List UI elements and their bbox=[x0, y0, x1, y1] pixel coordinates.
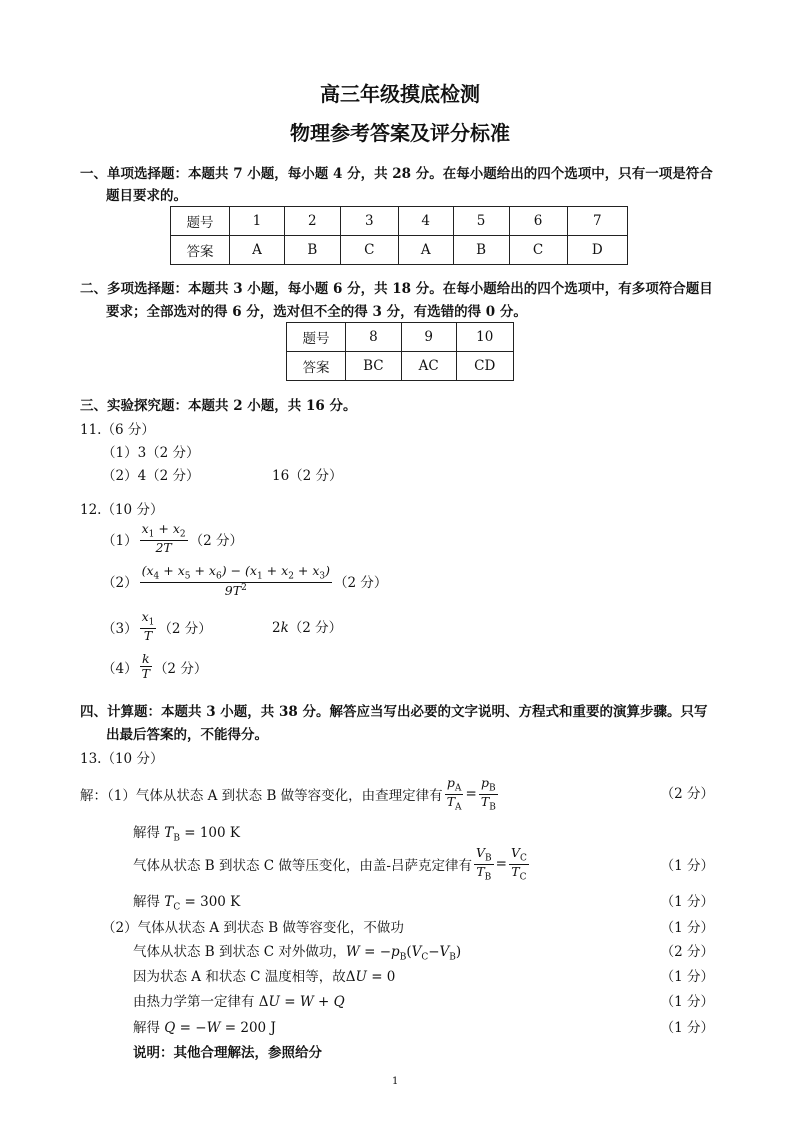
q13-part2-prefix: （2） bbox=[102, 920, 138, 936]
q12-part3-second-var: k bbox=[280, 620, 289, 636]
q11-part1: （1）3（2 分） bbox=[102, 445, 200, 461]
q11-part2-second: 16（2 分） bbox=[272, 468, 343, 484]
section1-heading-cont: 题目要求的。 bbox=[106, 188, 187, 204]
q12-label: 12.（10 分） bbox=[80, 502, 164, 518]
q13-solve-prefix: 解：（1） bbox=[80, 788, 136, 805]
table-cell: 9 bbox=[401, 323, 456, 352]
q13-line8-score: （1 分） bbox=[660, 994, 714, 1010]
table-cell: 10 bbox=[456, 323, 514, 352]
table-cell: 5 bbox=[453, 207, 509, 236]
q12-part3-prefix: （3） bbox=[102, 620, 138, 637]
q12-part2-score: （2 分） bbox=[334, 575, 388, 592]
table-cell: 2 bbox=[284, 207, 340, 236]
q12-part2-formula: $\frac{(x_4 + x_5 + x_6) - (x_1 + x_2 + x_3)}{9T^2}$ bbox=[141, 563, 331, 598]
q12-part3-score: （2 分） bbox=[158, 620, 212, 637]
q12-part3-formula: $\frac{x_1}{T}$ bbox=[141, 609, 155, 643]
table-cell: 6 bbox=[509, 207, 567, 236]
q13-charles-lhs: $\frac{p_A}{T_A}$ bbox=[446, 775, 462, 813]
q13-line6-text: 气体从状态 B 到状态 C 对外做功， bbox=[133, 944, 346, 960]
q12-part3-second-score: （2 分） bbox=[288, 620, 343, 636]
q12-part1-prefix: （1） bbox=[102, 532, 138, 549]
page-number: 1 bbox=[392, 1076, 399, 1087]
q12-part3 bbox=[102, 610, 212, 643]
section4-heading: 四、计算题：本题共 3 小题，共 38 分。解答应当写出必要的文字说明、方程式和重要的演算步骤。只写 bbox=[80, 704, 708, 720]
section2-heading: 二、多项选择题：本题共 3 小题，每小题 6 分，共 18 分。在每小题给出的四个选项中，有多项符合题目 bbox=[80, 281, 713, 297]
table-cell: 1 bbox=[230, 207, 285, 236]
q13-line5 bbox=[102, 916, 404, 936]
section1-answer-table bbox=[170, 206, 628, 265]
page-title: 高三年级摸底检测 bbox=[320, 82, 480, 106]
q13-line4-value: = 300 K bbox=[184, 894, 241, 910]
q11-label: 11.（6 分） bbox=[80, 422, 155, 438]
q13-line9-score: （1 分） bbox=[660, 1020, 714, 1036]
q13-line7: 因为状态 A 和状态 C 温度相等，故ΔU = 0 bbox=[133, 969, 396, 985]
q13-charles-rhs: $\frac{p_B}{T_B}$ bbox=[480, 775, 496, 813]
section2-heading-cont: 要求；全部选对的得 6 分，选对但不全的得 3 分，有选错的得 0 分。 bbox=[106, 304, 527, 320]
table-row bbox=[171, 236, 628, 265]
q13-line2-value: = 100 K bbox=[184, 825, 240, 841]
q13-line8-text: 由热力学第一定律有 bbox=[133, 994, 255, 1010]
section4-heading-cont: 出最后答案的，不能得分。 bbox=[106, 727, 268, 743]
table-row-label: 题号 bbox=[171, 207, 230, 236]
q13-line5-score: （1 分） bbox=[660, 920, 714, 936]
q13-label: 13.（10 分） bbox=[80, 751, 164, 767]
q12-part4-prefix: （4） bbox=[102, 660, 138, 677]
section3-heading: 三、实验探究题：本题共 2 小题，共 16 分。 bbox=[80, 398, 357, 414]
q13-line1-text: 气体从状态 A 到状态 B 做等容变化，由查理定律有 bbox=[135, 788, 443, 805]
q13-line4: 解得 $T_C = 300$ K bbox=[133, 894, 241, 913]
table-cell: C bbox=[509, 236, 567, 265]
q13-line7-eq: = 0 bbox=[371, 969, 396, 985]
q13-line2: 解得 $T_B = 100$ K bbox=[133, 825, 240, 844]
table-cell: C bbox=[340, 236, 398, 265]
table-cell: A bbox=[398, 236, 453, 265]
table-cell: 8 bbox=[346, 323, 402, 352]
q13-line9-eq: = 200 J bbox=[224, 1020, 276, 1036]
q13-line3: 气体从状态 B 到状态 C 做等压变化，由盖-吕萨克定律有 $\frac{V_B}{T_B}$ = $\frac{V_C}{T_C}$ bbox=[133, 845, 527, 883]
table-row bbox=[171, 207, 628, 236]
q12-part1-score: （2 分） bbox=[189, 532, 243, 549]
table-cell: B bbox=[284, 236, 340, 265]
table-cell: B bbox=[453, 236, 509, 265]
table-row bbox=[287, 352, 514, 381]
q13-gaylussac-lhs: $\frac{V_B}{T_B}$ bbox=[475, 845, 492, 883]
table-cell: 4 bbox=[398, 207, 453, 236]
q13-note: 说明：其他合理解法，参照给分 bbox=[133, 1045, 322, 1061]
q12-part2 bbox=[102, 564, 387, 598]
table-cell: AC bbox=[401, 352, 456, 381]
section1-heading: 一、单项选择题：本题共 7 小题，每小题 4 分，共 28 分。在每小题给出的四个选项中，只有一项是符合 bbox=[80, 166, 713, 182]
q13-line6-score: （2 分） bbox=[660, 944, 714, 960]
q12-part3-second-coef: 2 bbox=[272, 620, 281, 636]
section2-answer-table bbox=[286, 322, 514, 381]
q13-line3-score: （1 分） bbox=[660, 858, 714, 874]
table-cell: BC bbox=[346, 352, 402, 381]
q12-part3-second bbox=[272, 616, 342, 636]
q13-line6: 气体从状态 B 到状态 C 对外做功，$W = -p_B(V_C-V_B)$ bbox=[133, 944, 462, 963]
table-row-label: 答案 bbox=[287, 352, 346, 381]
q13-line4-score: （1 分） bbox=[660, 894, 714, 910]
table-cell: A bbox=[230, 236, 285, 265]
table-row-label: 答案 bbox=[171, 236, 230, 265]
q12-part1-formula: $\frac{x_1 + x_2}{2T}$ bbox=[141, 521, 186, 555]
q12-part4 bbox=[102, 652, 207, 682]
q13-line7-score: （1 分） bbox=[660, 969, 714, 985]
q13-line8: 由热力学第一定律有 ΔU = W + Q bbox=[133, 994, 345, 1010]
q13-line5-text: 气体从状态 A 到状态 B 做等容变化，不做功 bbox=[137, 920, 404, 936]
table-cell: 3 bbox=[340, 207, 398, 236]
table-row-label: 题号 bbox=[287, 323, 346, 352]
table-cell: D bbox=[567, 236, 628, 265]
q12-part4-score: （2 分） bbox=[153, 660, 208, 677]
q13-line1-score: （2 分） bbox=[660, 786, 714, 802]
q12-part1 bbox=[102, 522, 243, 555]
q13-line1: 解：（1） 气体从状态 A 到状态 B 做等容变化，由查理定律有 $\frac{p_A}{T_A}$ = $\frac{p_B}{T_B}$ bbox=[80, 775, 496, 813]
q12-part2-prefix: （2） bbox=[102, 575, 138, 592]
q13-line7-text: 因为状态 A 和状态 C 温度相等，故 bbox=[133, 969, 346, 985]
q13-line4-text: 解得 bbox=[133, 894, 160, 910]
table-row bbox=[287, 323, 514, 352]
q11-part2: （2）4（2 分） bbox=[102, 468, 200, 484]
q13-line9: 解得 Q = −W = 200 J bbox=[133, 1020, 276, 1036]
q12-part4-formula: $\frac{k}{T}$ bbox=[141, 651, 150, 682]
q13-gaylussac-rhs: $\frac{V_C}{T_C}$ bbox=[510, 845, 527, 883]
table-cell: CD bbox=[456, 352, 514, 381]
table-cell: 7 bbox=[567, 207, 628, 236]
q13-line2-text: 解得 bbox=[133, 825, 160, 841]
q13-line3-text: 气体从状态 B 到状态 C 做等压变化，由盖-吕萨克定律有 bbox=[133, 858, 472, 875]
page-subtitle: 物理参考答案及评分标准 bbox=[290, 121, 510, 145]
q13-line9-text: 解得 bbox=[133, 1020, 160, 1036]
